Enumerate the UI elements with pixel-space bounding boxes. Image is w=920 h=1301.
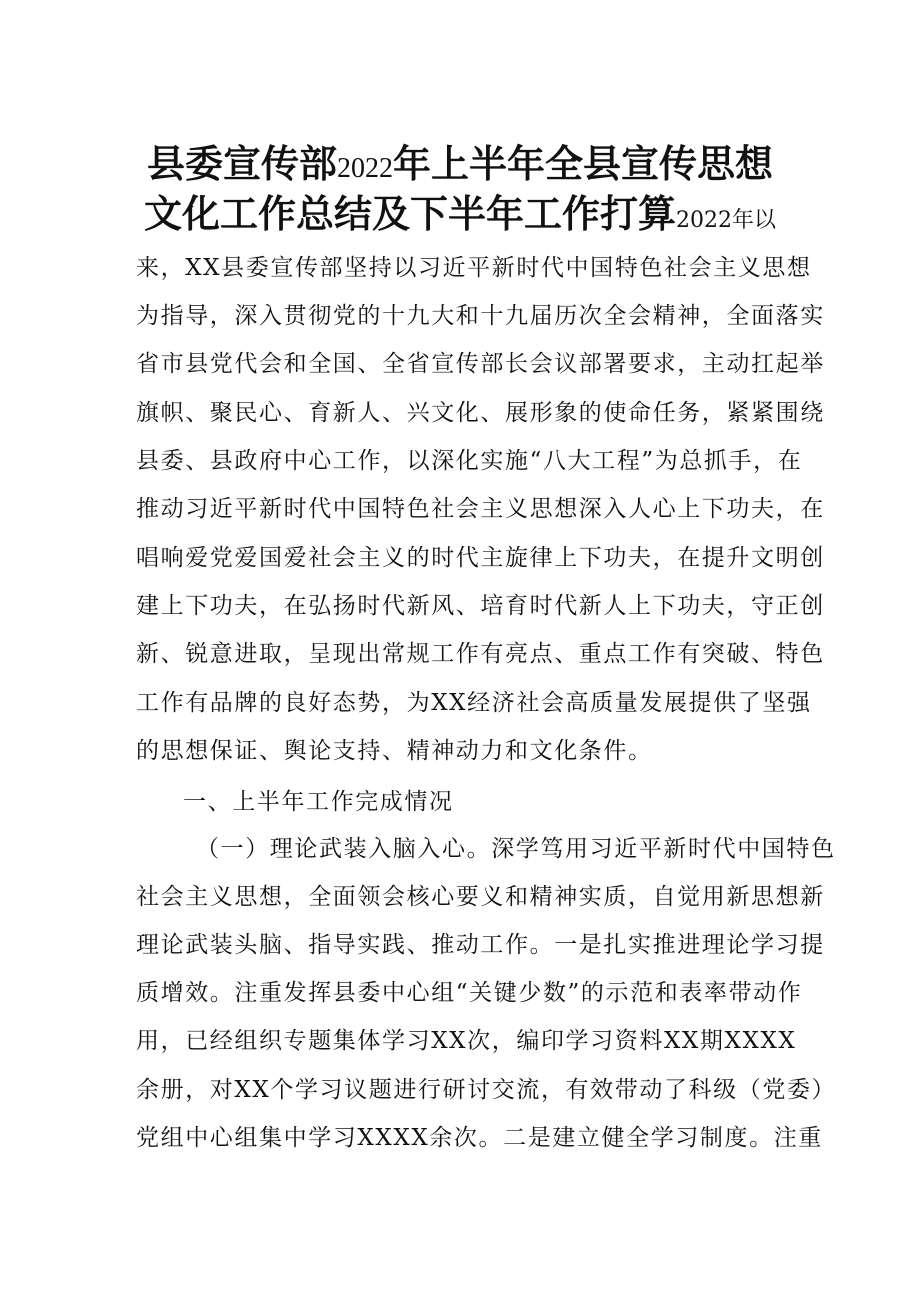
title-text: 文化工作总结及下半年工作打算	[143, 192, 676, 236]
paragraph-line: 推动习近平新时代中国特色社会主义思想深入人心上下功夫，在	[136, 496, 825, 522]
paragraph-line: 余册，对XX个学习议题进行研讨交流，有效带动了科级（党委）	[136, 1077, 837, 1103]
paragraph-line: 工作有品牌的良好态势，为XX经济社会高质量发展提供了坚强	[136, 690, 812, 716]
paragraph-line: 用，已经组织专题集体学习XX次，编印学习资料XX期XXXX	[136, 1028, 797, 1054]
paragraph-line: 质增效。注重发挥县委中心组“关键少数”的示范和表率带动作	[136, 980, 803, 1006]
paragraph-line: 党组中心组集中学习XXXX余次。二是建立健全学习制度。注重	[136, 1125, 823, 1151]
subsection-heading-line: （一）理论武装入脑入心。深学笃用习近平新时代中国特色	[196, 836, 836, 862]
document-title-line-2	[0, 190, 920, 245]
title-text: 年上半年全县宣传思想	[393, 142, 774, 186]
section-heading: 一、上半年工作完成情况	[183, 789, 454, 815]
paragraph-line: 县委、县政府中心工作，以深化实施“八大工程”为总抓手，在	[136, 448, 803, 474]
paragraph-line: 旗帜、聚民心、育新人、兴文化、展形象的使命任务，紧紧围绕	[136, 400, 825, 426]
document-title-line-1	[0, 140, 920, 193]
paragraph-line: 理论武装头脑、指导实践、推动工作。一是扎实推进理论学习提	[136, 932, 825, 958]
paragraph-line: 的思想保证、舆论支持、精神动力和文化条件。	[136, 738, 653, 764]
paragraph-line: 唱响爱党爱国爱社会主义的时代主旋律上下功夫，在提升文明创	[136, 545, 825, 571]
paragraph-line: 为指导，深入贯彻党的十九大和十九届历次全会精神，全面落实	[136, 303, 825, 329]
paragraph-line: 省市县党代会和全国、全省宣传部长会议部署要求，主动扛起举	[136, 351, 825, 377]
paragraph-line: 来，XX县委宣传部坚持以习近平新时代中国特色社会主义思想	[136, 255, 812, 281]
paragraph-line: 建上下功夫，在弘扬时代新风、培育时代新人上下功夫，守正创	[136, 593, 825, 619]
title-year: 2022	[337, 153, 393, 184]
paragraph-line: 社会主义思想，全面领会核心要义和精神实质，自觉用新思想新	[136, 884, 825, 910]
paragraph-line: 新、锐意进取，呈现出常规工作有亮点、重点工作有突破、特色	[136, 641, 825, 667]
title-tail-text: 2022年以	[676, 208, 776, 233]
title-text: 县委宣传部	[146, 142, 337, 186]
